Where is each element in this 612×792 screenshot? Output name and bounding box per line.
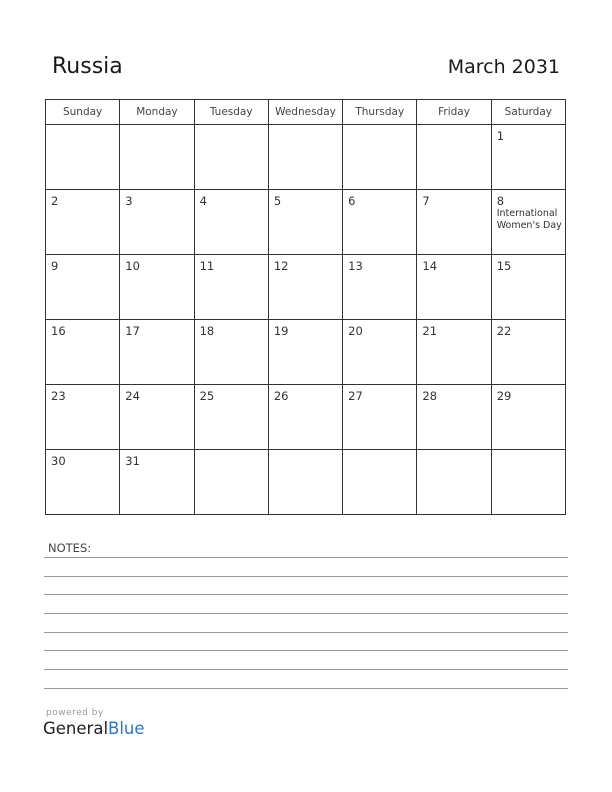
notes-line (44, 632, 568, 633)
weekday-tuesday: Tuesday (194, 100, 268, 125)
weekday-header-row (46, 100, 566, 125)
week-row (46, 125, 566, 190)
weekday-sunday: Sunday (46, 100, 120, 125)
notes-line (44, 613, 568, 614)
day-number: 30 (51, 454, 66, 468)
country-title: Russia (52, 54, 123, 79)
day-cell (417, 385, 491, 450)
day-number: 20 (348, 324, 363, 338)
day-cell (268, 255, 342, 320)
day-cell (120, 450, 194, 515)
day-cell (46, 125, 120, 190)
day-number: 23 (51, 389, 66, 403)
day-cell (194, 320, 268, 385)
day-cell (491, 255, 565, 320)
day-number: 5 (273, 194, 282, 208)
day-cell (343, 190, 417, 255)
month-year-title: March 2031 (447, 56, 560, 78)
generalblue-wordmark (43, 719, 145, 738)
week-row (46, 190, 566, 255)
day-number: 7 (422, 194, 430, 208)
week-row (46, 255, 566, 320)
day-cell (120, 125, 194, 190)
brand-general-text: General (43, 719, 109, 738)
day-number: 22 (496, 324, 512, 338)
day-cell (46, 320, 120, 385)
day-number: 27 (348, 389, 363, 403)
day-cell (343, 385, 417, 450)
notes-line (44, 594, 568, 595)
day-cell (343, 125, 417, 190)
brand-logo (43, 708, 145, 738)
day-cell (194, 450, 268, 515)
day-cell (417, 450, 491, 515)
calendar-grid (45, 99, 566, 515)
day-number: 24 (125, 389, 140, 403)
notes-label: NOTES: (48, 541, 92, 555)
day-cell (417, 255, 491, 320)
day-cell (120, 320, 194, 385)
day-cell (120, 190, 194, 255)
day-cell (491, 450, 565, 515)
day-cell (491, 190, 565, 255)
day-cell (46, 255, 120, 320)
day-number: 25 (199, 389, 215, 403)
day-number: 3 (125, 194, 133, 208)
day-number: 18 (199, 324, 215, 338)
day-cell (417, 125, 491, 190)
day-cell (120, 385, 194, 450)
weekday-friday: Friday (417, 100, 491, 125)
day-number: 9 (51, 259, 59, 273)
notes-line (44, 669, 568, 670)
day-number: 26 (273, 389, 289, 403)
day-number: 31 (125, 454, 140, 468)
day-cell (343, 320, 417, 385)
day-number: 12 (273, 259, 289, 273)
weekday-thursday: Thursday (343, 100, 417, 125)
day-number: 28 (422, 389, 438, 403)
day-number: 8 (496, 194, 505, 208)
day-number: 11 (199, 259, 215, 273)
notes-line (44, 688, 568, 689)
day-cell (268, 450, 342, 515)
day-number: 13 (348, 259, 363, 273)
holiday-label: International Women's Day (496, 208, 562, 231)
day-cell (343, 255, 417, 320)
day-cell (491, 125, 565, 190)
day-cell (46, 190, 120, 255)
day-cell (194, 255, 268, 320)
week-row (46, 320, 566, 385)
day-number: 19 (273, 324, 289, 338)
day-number: 17 (125, 324, 140, 338)
day-cell (194, 190, 268, 255)
day-number: 2 (51, 194, 59, 208)
day-cell (120, 255, 194, 320)
notes-line (44, 557, 568, 558)
day-number: 1 (496, 129, 505, 143)
week-row (46, 450, 566, 515)
day-cell (46, 385, 120, 450)
weekday-monday: Monday (120, 100, 194, 125)
day-cell (268, 385, 342, 450)
week-row (46, 385, 566, 450)
brand-blue-text: Blue (108, 719, 145, 738)
day-cell (491, 385, 565, 450)
day-cell (46, 450, 120, 515)
powered-by-text: powered by (46, 708, 104, 718)
day-cell (343, 450, 417, 515)
day-number: 29 (496, 389, 512, 403)
day-cell (491, 320, 565, 385)
day-number: 15 (496, 259, 512, 273)
notes-line (44, 650, 568, 651)
day-number: 10 (125, 259, 140, 273)
day-cell (268, 125, 342, 190)
day-cell (194, 125, 268, 190)
day-number: 21 (422, 324, 438, 338)
weekday-wednesday: Wednesday (268, 100, 342, 125)
day-number: 4 (199, 194, 207, 208)
day-number: 16 (51, 324, 66, 338)
weekday-saturday: Saturday (491, 100, 565, 125)
day-number: 6 (348, 194, 356, 208)
day-cell (268, 320, 342, 385)
day-cell (194, 385, 268, 450)
day-cell (268, 190, 342, 255)
day-cell (417, 320, 491, 385)
day-number: 14 (422, 259, 438, 273)
day-cell (417, 190, 491, 255)
notes-line (44, 576, 568, 577)
